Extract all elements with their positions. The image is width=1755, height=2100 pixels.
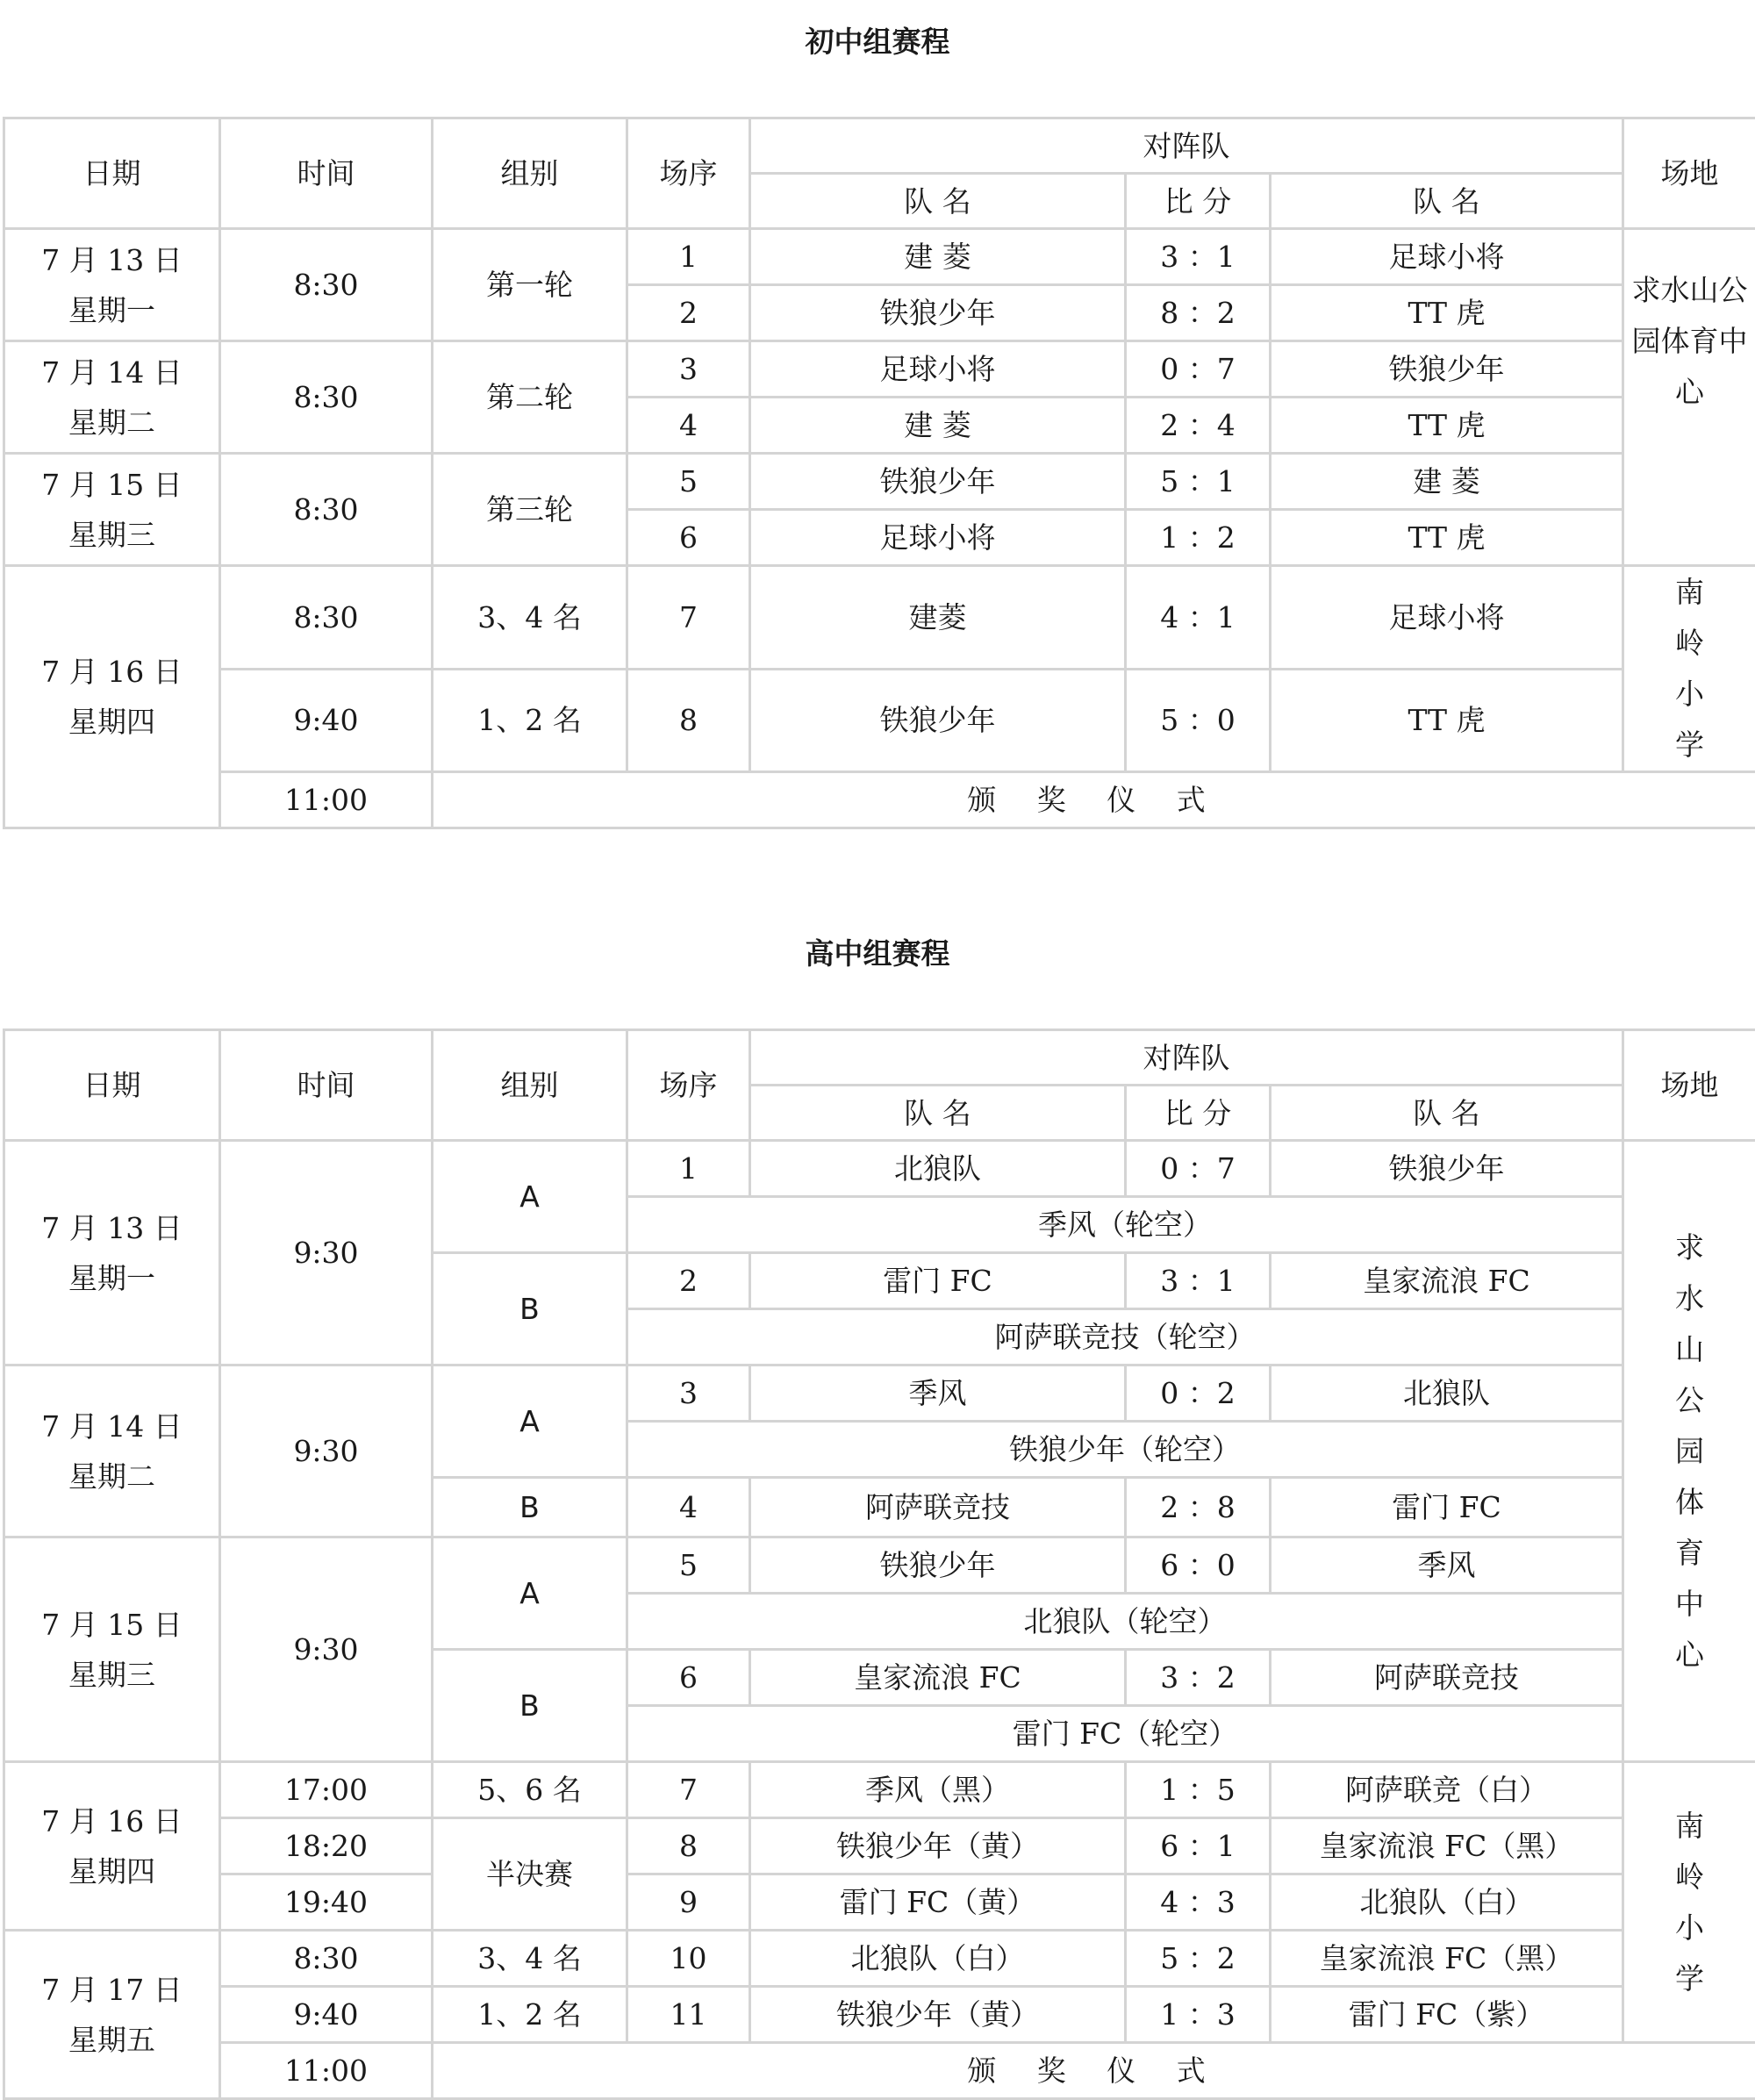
senior-schedule-table [3, 1028, 1755, 2100]
team-away: 阿萨联竞技 [1271, 1650, 1623, 1706]
time-cell: 11:00 [220, 2043, 433, 2099]
team-away: 铁狼少年 [1271, 1141, 1623, 1197]
group-cell: A [433, 1365, 627, 1478]
team-away: TT 虎 [1271, 285, 1623, 341]
match-no: 6 [627, 1650, 750, 1706]
team-home: 铁狼少年 [750, 285, 1126, 341]
time-cell: 11:00 [220, 772, 433, 828]
group-cell: 3、4 名 [433, 566, 627, 670]
date-cell: 7 月 13 日 星期一 [4, 229, 220, 341]
match-no: 5 [627, 454, 750, 510]
team-away: TT 虎 [1271, 510, 1623, 566]
team-away: 雷门 FC（紫） [1271, 1987, 1623, 2043]
table-row [4, 1987, 1755, 2043]
header-team-away: 队 名 [1271, 1086, 1623, 1141]
team-home: 建 菱 [750, 398, 1126, 454]
match-no: 6 [627, 510, 750, 566]
team-home: 足球小将 [750, 510, 1126, 566]
match-no: 1 [627, 1141, 750, 1197]
score: 5 ：2 [1126, 1931, 1271, 1987]
header-time: 时间 [220, 118, 433, 229]
match-no: 2 [627, 285, 750, 341]
group-cell: 半决赛 [433, 1818, 627, 1931]
group-cell: B [433, 1650, 627, 1762]
table-row [4, 1141, 1755, 1197]
date-cell: 7 月 17 日 星期五 [4, 1931, 220, 2099]
score: 4 ：1 [1126, 566, 1271, 670]
table-row [4, 1762, 1755, 1818]
group-cell: 第二轮 [433, 341, 627, 454]
table-row [4, 772, 1755, 828]
team-home: 北狼队（白） [750, 1931, 1126, 1987]
match-no: 4 [627, 1478, 750, 1537]
score: 3 ：2 [1126, 1650, 1271, 1706]
group-cell: B [433, 1253, 627, 1365]
time-cell: 8:30 [220, 229, 433, 341]
match-no: 8 [627, 669, 750, 772]
team-home: 雷门 FC [750, 1253, 1126, 1309]
group-cell: B [433, 1478, 627, 1537]
header-matchup: 对阵队 [750, 1030, 1623, 1086]
bye-row: 阿萨联竞技（轮空） [627, 1309, 1623, 1365]
team-home: 铁狼少年（黄） [750, 1818, 1126, 1874]
header-group: 组别 [433, 118, 627, 229]
group-cell: 5、6 名 [433, 1762, 627, 1818]
time-cell: 9:30 [220, 1365, 433, 1537]
header-team-away: 队 名 [1271, 174, 1623, 229]
team-home: 阿萨联竞技 [750, 1478, 1126, 1537]
table-row [4, 566, 1755, 670]
score: 0 ：7 [1126, 341, 1271, 398]
match-no: 4 [627, 398, 750, 454]
team-home: 铁狼少年 [750, 1537, 1126, 1594]
team-away: 雷门 FC [1271, 1478, 1623, 1537]
venue-cell: 求水山公园体育中心 [1623, 229, 1755, 566]
time-cell: 8:30 [220, 341, 433, 454]
team-home: 铁狼少年 [750, 669, 1126, 772]
team-home: 建菱 [750, 566, 1126, 670]
match-no: 5 [627, 1537, 750, 1594]
score: 4 ：3 [1126, 1874, 1271, 1931]
date-cell: 7 月 14 日 星期二 [4, 1365, 220, 1537]
match-no: 7 [627, 1762, 750, 1818]
team-away: 足球小将 [1271, 229, 1623, 285]
header-group: 组别 [433, 1030, 627, 1141]
header-team-home: 队 名 [750, 1086, 1126, 1141]
match-no: 3 [627, 1365, 750, 1422]
team-away: 皇家流浪 FC [1271, 1253, 1623, 1309]
match-no: 11 [627, 1987, 750, 2043]
table-row [4, 1818, 1755, 1874]
date-cell: 7 月 16 日 星期四 [4, 1762, 220, 1931]
table-row [4, 1931, 1755, 1987]
time-cell: 18:20 [220, 1818, 433, 1874]
score: 0 ：2 [1126, 1365, 1271, 1422]
team-away: 足球小将 [1271, 566, 1623, 670]
header-date: 日期 [4, 1030, 220, 1141]
score: 1 ：3 [1126, 1987, 1271, 2043]
date-cell: 7 月 16 日 星期四 [4, 566, 220, 828]
header-team-home: 队 名 [750, 174, 1126, 229]
group-cell: 1、2 名 [433, 1987, 627, 2043]
match-no: 3 [627, 341, 750, 398]
team-home: 皇家流浪 FC [750, 1650, 1126, 1706]
venue-cell: 南岭小学 [1623, 566, 1755, 772]
venue-cell: 南岭小学 [1623, 1762, 1755, 2043]
time-cell: 9:30 [220, 1141, 433, 1365]
team-away: 皇家流浪 FC（黑） [1271, 1818, 1623, 1874]
header-score: 比 分 [1126, 174, 1271, 229]
team-away: TT 虎 [1271, 669, 1623, 772]
team-home: 铁狼少年（黄） [750, 1987, 1126, 2043]
bye-row: 北狼队（轮空） [627, 1594, 1623, 1650]
header-row [4, 1030, 1755, 1086]
header-order: 场序 [627, 1030, 750, 1141]
match-no: 2 [627, 1253, 750, 1309]
time-cell: 8:30 [220, 1931, 433, 1987]
score: 3 ：1 [1126, 1253, 1271, 1309]
team-home: 建 菱 [750, 229, 1126, 285]
match-no: 1 [627, 229, 750, 285]
date-cell: 7 月 14 日 星期二 [4, 341, 220, 454]
team-away: 皇家流浪 FC（黑） [1271, 1931, 1623, 1987]
table-row [4, 454, 1755, 510]
score: 2 ：4 [1126, 398, 1271, 454]
header-venue: 场地 [1623, 118, 1755, 229]
header-matchup: 对阵队 [750, 118, 1623, 174]
group-cell: 1、2 名 [433, 669, 627, 772]
score: 5 ：0 [1126, 669, 1271, 772]
header-time: 时间 [220, 1030, 433, 1141]
team-away: 季风 [1271, 1537, 1623, 1594]
team-away: 铁狼少年 [1271, 341, 1623, 398]
group-cell: A [433, 1141, 627, 1253]
group-cell: 3、4 名 [433, 1931, 627, 1987]
team-away: 北狼队 [1271, 1365, 1623, 1422]
table-row [4, 1365, 1755, 1422]
score: 8 ：2 [1126, 285, 1271, 341]
header-venue: 场地 [1623, 1030, 1755, 1141]
table-row [4, 669, 1755, 772]
date-cell: 7 月 15 日 星期三 [4, 1537, 220, 1762]
team-home: 季风 [750, 1365, 1126, 1422]
team-home: 足球小将 [750, 341, 1126, 398]
score: 2 ：8 [1126, 1478, 1271, 1537]
team-away: TT 虎 [1271, 398, 1623, 454]
date-cell: 7 月 15 日 星期三 [4, 454, 220, 566]
venue-cell: 求水山公园体育中心 [1623, 1141, 1755, 1762]
time-cell: 19:40 [220, 1874, 433, 1931]
time-cell: 8:30 [220, 566, 433, 670]
team-home: 季风（黑） [750, 1762, 1126, 1818]
junior-schedule-table [3, 117, 1755, 829]
time-cell: 9:40 [220, 669, 433, 772]
header-order: 场序 [627, 118, 750, 229]
award-ceremony: 颁 奖 仪 式 [433, 772, 1755, 828]
match-no: 9 [627, 1874, 750, 1931]
team-home: 铁狼少年 [750, 454, 1126, 510]
bye-row: 季风（轮空） [627, 1197, 1623, 1253]
bye-row: 铁狼少年（轮空） [627, 1422, 1623, 1478]
award-ceremony: 颁 奖 仪 式 [433, 2043, 1755, 2099]
score: 3 ：1 [1126, 229, 1271, 285]
score: 6 ：0 [1126, 1537, 1271, 1594]
group-cell: 第一轮 [433, 229, 627, 341]
header-score: 比 分 [1126, 1086, 1271, 1141]
match-no: 8 [627, 1818, 750, 1874]
time-cell: 9:30 [220, 1537, 433, 1762]
team-away: 建 菱 [1271, 454, 1623, 510]
senior-schedule-title: 高中组赛程 [0, 936, 1755, 971]
score: 5 ：1 [1126, 454, 1271, 510]
score: 1 ：2 [1126, 510, 1271, 566]
date-cell: 7 月 13 日 星期一 [4, 1141, 220, 1365]
group-cell: 第三轮 [433, 454, 627, 566]
score: 0 ：7 [1126, 1141, 1271, 1197]
table-row [4, 2043, 1755, 2099]
time-cell: 9:40 [220, 1987, 433, 2043]
header-row [4, 118, 1755, 174]
table-row [4, 229, 1755, 285]
score: 1 ：5 [1126, 1762, 1271, 1818]
score: 6 ：1 [1126, 1818, 1271, 1874]
group-cell: A [433, 1537, 627, 1650]
time-cell: 8:30 [220, 454, 433, 566]
match-no: 7 [627, 566, 750, 670]
bye-row: 雷门 FC（轮空） [627, 1706, 1623, 1762]
team-away: 阿萨联竞（白） [1271, 1762, 1623, 1818]
team-home: 雷门 FC（黄） [750, 1874, 1126, 1931]
team-home: 北狼队 [750, 1141, 1126, 1197]
table-row [4, 1874, 1755, 1931]
match-no: 10 [627, 1931, 750, 1987]
time-cell: 17:00 [220, 1762, 433, 1818]
team-away: 北狼队（白） [1271, 1874, 1623, 1931]
header-date: 日期 [4, 118, 220, 229]
table-row [4, 1537, 1755, 1594]
table-row [4, 341, 1755, 398]
junior-schedule-title: 初中组赛程 [0, 25, 1755, 60]
